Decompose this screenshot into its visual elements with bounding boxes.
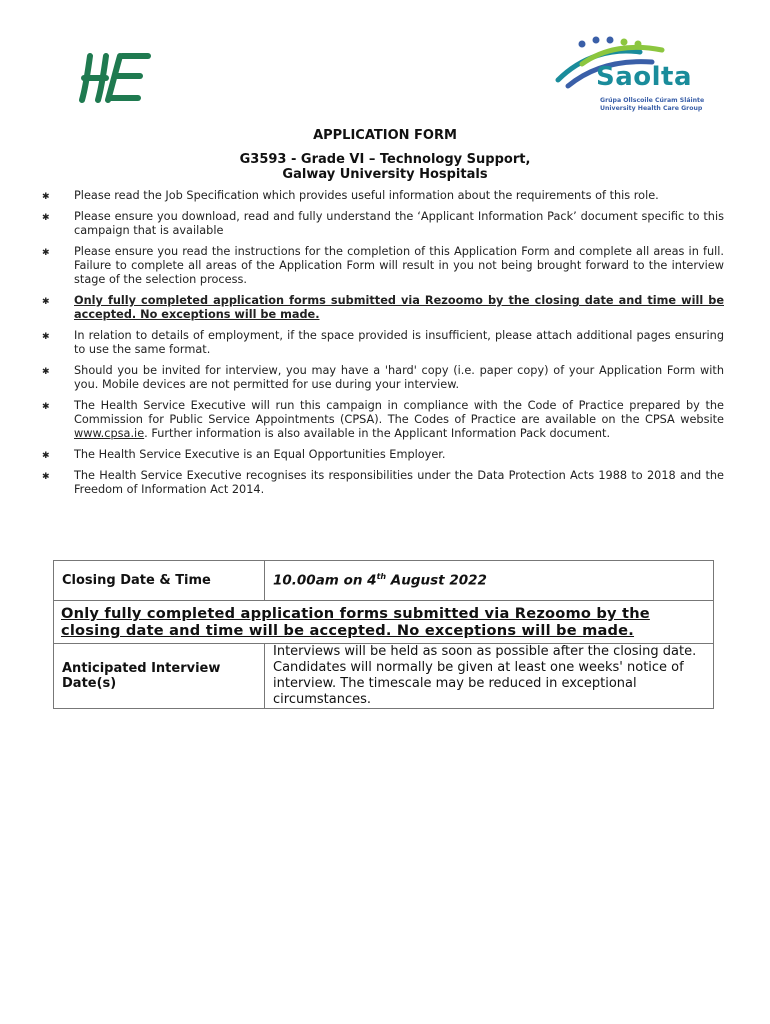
interview-date-label: Anticipated Interview Date(s) bbox=[54, 644, 265, 709]
bullet-icon: ✱ bbox=[42, 402, 50, 412]
list-item: ✱ The Health Service Executive recognises its responsibilities under the Data Protection Acts 1988 to 2018 and the Freedom of Information Act 2014. bbox=[42, 469, 724, 496]
list-item: ✱ Only fully completed application forms submitted via Rezoomo by the closing date and time will be accepted. No exceptions will be made. bbox=[42, 294, 724, 321]
saolta-tagline-english: University Health Care Group bbox=[600, 105, 703, 112]
completion-notice: Only fully completed application forms submitted via Rezoomo by the closing date and time will be accepted. No exceptions will be made. bbox=[54, 601, 714, 644]
instructions-list bbox=[40, 189, 724, 504]
bullet-icon: ✱ bbox=[42, 213, 50, 223]
form-title: APPLICATION FORM bbox=[313, 128, 457, 143]
saolta-name: Saolta bbox=[596, 62, 693, 92]
closing-date-value: 10.00am on 4th August 2022 bbox=[265, 561, 714, 601]
bullet-icon: ✱ bbox=[42, 367, 50, 377]
saolta-tagline-irish: Grúpa Ollscoile Cúram Sláinte bbox=[600, 97, 705, 104]
bullet-icon: ✱ bbox=[42, 248, 50, 258]
list-item: ✱ The Health Service Executive is an Equal Opportunities Employer. bbox=[42, 448, 446, 461]
bullet-icon: ✱ bbox=[42, 297, 50, 307]
bullet-icon: ✱ bbox=[42, 192, 50, 202]
job-title: G3593 - Grade VI – Technology Support, bbox=[239, 152, 531, 167]
list-item: ✱ In relation to details of employment, if the space provided is insufficient, please attach additional pages ensuring to use the same format. bbox=[42, 329, 724, 356]
list-item: ✱ Please read the Job Specification which provides useful information about the requirements of this role. bbox=[42, 189, 659, 202]
list-item: ✱ Please ensure you read the instructions for the completion of this Application Form and complete all areas in full. Failure to complete all areas of the Application Form will result in you not being brought forward to the interview stage of the selection process. bbox=[42, 245, 724, 286]
closing-date-label: Closing Date & Time bbox=[54, 561, 265, 601]
hse-logo-icon bbox=[76, 50, 156, 106]
table-row bbox=[54, 561, 714, 601]
closing-info-table bbox=[53, 560, 714, 709]
bullet-icon: ✱ bbox=[42, 451, 50, 461]
list-item: ✱ Please ensure you download, read and fully understand the ‘Applicant Information Pack’ document specific to this campaign that is available bbox=[42, 210, 724, 237]
bullet-icon: ✱ bbox=[42, 472, 50, 482]
bullet-icon: ✱ bbox=[42, 332, 50, 342]
interview-date-value: Interviews will be held as soon as possible after the closing date. Candidates will normally be given at least one weeks' notice of interview. The timescale may be reduced in exceptional circumstances. bbox=[265, 644, 714, 709]
list-item: ✱ The Health Service Executive will run this campaign in compliance with the Code of Practice prepared by the Commission for Public Service Appointments (CPSA). The Codes of Practice are available on the CPSA website www.cpsa.ie. Further information is also available in the Applicant Information Pack document. bbox=[42, 399, 724, 440]
table-row bbox=[54, 601, 714, 644]
cpsa-website-link[interactable]: www.cpsa.ie bbox=[74, 427, 145, 440]
list-item: ✱ Should you be invited for interview, you may have a 'hard' copy (i.e. paper copy) of your Application Form with you. Mobile devices are not permitted for use during your interview. bbox=[42, 364, 724, 391]
job-location: Galway University Hospitals bbox=[282, 167, 488, 182]
table-row bbox=[54, 644, 714, 709]
